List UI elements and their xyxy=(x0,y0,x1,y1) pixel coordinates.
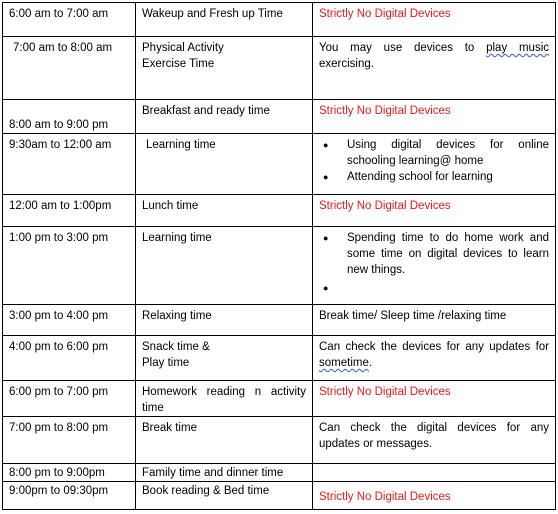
table-row xyxy=(3,37,556,100)
activity-cell: Wakeup and Fresh up Time xyxy=(136,3,313,37)
note-cell: Strictly No Digital Devices xyxy=(313,100,556,134)
time-cell: 8:00 am to 9:00 pm xyxy=(3,100,136,134)
time-cell: 6:00 pm to 7:00 pm xyxy=(3,381,136,417)
note-text: Can check the devices for any updates for xyxy=(319,341,549,353)
time-cell: 6:00 am to 7:00 am xyxy=(3,3,136,37)
note-text: . xyxy=(368,357,373,369)
activity-cell: Lunch time xyxy=(136,195,313,227)
list-item xyxy=(319,280,549,296)
note-cell: Break time/ Sleep time /relaxing time xyxy=(313,305,556,336)
note-text: You may use devices to xyxy=(319,42,487,54)
time-cell: 4:00 pm to 6:00 pm xyxy=(3,336,136,381)
table-row xyxy=(3,305,556,336)
bullet-list xyxy=(319,137,549,185)
time-cell: 9:30am to 12:00 am xyxy=(3,134,136,195)
activity-line: Exercise Time xyxy=(142,58,215,70)
note-text: exercising. xyxy=(319,58,374,70)
table-row xyxy=(3,100,556,134)
table-row xyxy=(3,336,556,381)
note-cell: Strictly No Digital Devices xyxy=(313,381,556,417)
note-cell xyxy=(313,134,556,195)
activity-line: Physical Activity xyxy=(142,42,224,54)
note-text-flagged: play music xyxy=(486,42,550,54)
table-row xyxy=(3,3,556,37)
activity-cell: Book reading & Bed time xyxy=(136,482,313,510)
activity-cell: Family time and dinner time xyxy=(136,464,313,482)
activity-cell xyxy=(136,336,313,381)
note-cell xyxy=(313,37,556,100)
time-cell: 7:00 am to 8:00 am xyxy=(3,37,136,100)
time-cell: 1:00 pm to 3:00 pm xyxy=(3,227,136,305)
note-cell: Can check the digital devices for any updates or messages. xyxy=(313,417,556,464)
note-cell xyxy=(313,336,556,381)
activity-cell: Learning time xyxy=(136,134,313,195)
activity-line: Play time xyxy=(142,357,190,369)
activity-cell xyxy=(136,37,313,100)
note-cell: Strictly No Digital Devices xyxy=(313,195,556,227)
note-cell xyxy=(313,227,556,305)
schedule-table xyxy=(2,2,556,510)
list-item: ● Spending time to do home work and some time on digital devices to learn new things. xyxy=(319,230,549,278)
note-cell xyxy=(313,464,556,482)
table-row xyxy=(3,227,556,305)
table-row xyxy=(3,195,556,227)
time-cell: 3:00 pm to 4:00 pm xyxy=(3,305,136,336)
list-item: ● Attending school for learning xyxy=(319,169,549,185)
time-cell: 8:00 pm to 9:00pm xyxy=(3,464,136,482)
time-cell: 7:00 pm to 8:00 pm xyxy=(3,417,136,464)
activity-cell: Break time xyxy=(136,417,313,464)
activity-line: Snack time & xyxy=(142,341,210,353)
time-cell: 9:00pm to 09:30pm xyxy=(3,482,136,510)
table-row xyxy=(3,134,556,195)
note-cell: Strictly No Digital Devices xyxy=(313,482,556,510)
list-item: ● Using digital devices for online schooling learning@ home xyxy=(319,137,549,169)
activity-cell: Breakfast and ready time xyxy=(136,100,313,134)
table-row xyxy=(3,417,556,464)
activity-cell: Homework reading n activity time xyxy=(136,381,313,417)
time-cell: 12:00 am to 1:00pm xyxy=(3,195,136,227)
activity-cell: Relaxing time xyxy=(136,305,313,336)
table-row xyxy=(3,482,556,510)
activity-cell: Learning time xyxy=(136,227,313,305)
table-row xyxy=(3,464,556,482)
note-cell: Strictly No Digital Devices xyxy=(313,3,556,37)
note-text-flagged: sometime xyxy=(319,357,369,369)
table-row xyxy=(3,381,556,417)
bullet-list xyxy=(319,230,549,296)
